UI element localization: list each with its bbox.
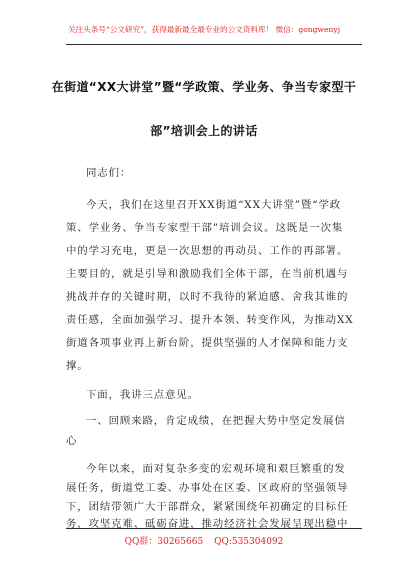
footer-divider: [66, 528, 362, 529]
section-heading-line-2: 心: [66, 435, 78, 447]
body-line: 下面，我讲三点意见。: [86, 389, 199, 401]
body-line: 中的学习充电，更是一次思想的再动员、工作的再部署。: [66, 245, 349, 257]
body-line: 策、学业务、争当专家型干部”培训会议。这既是一次集: [66, 222, 344, 234]
footer-contact: [0, 534, 408, 547]
body-line: 今年以来，面对复杂多变的宏观环境和艰巨繁重的发: [86, 463, 346, 475]
header-divider: [66, 44, 362, 45]
body-line: 下，团结带领广大干部群众，紧紧围绕年初确定的目标任: [66, 501, 349, 513]
body-line: 主要目的，就是引导和激励我们全体干部，在当前机遇与: [66, 268, 349, 280]
body-line: 展任务，街道党工委、办事处在区委、区政府的坚强领导: [66, 482, 349, 494]
body-line: 务，攻坚克难、砥砺奋进，推动经济社会发展呈现出稳中: [66, 518, 349, 530]
header-notice: 关注头条号“公文研究”，获得最新最全最专业的公文资料库！ 微信：gongwenyj: [67, 25, 341, 34]
footer-qq: QQ:535304092: [214, 537, 284, 547]
salutation: 同志们：: [86, 167, 132, 179]
body-line: 责任感，全面加强学习、提升本领、转变作风，为推动XX: [66, 314, 354, 326]
body-line: 撑。: [66, 360, 89, 372]
body-line: 今天，我们在这里召开XX街道“XX大讲堂”暨“学政: [86, 199, 342, 211]
document-title-line-1: 在街道“XX大讲堂”暨“学政策、学业务、争当专家型干: [51, 80, 357, 94]
document-title-line-2: 部”培训会上的讲话: [150, 124, 258, 138]
section-heading-line-1: 一、回顾来路，肯定成绩，在把握大势中坚定发展信: [86, 415, 346, 427]
body-line: 挑战并存的关键时期，以时不我待的紧迫感、舍我其谁的: [66, 291, 349, 303]
body-line: 街道各项事业再上新台阶，提供坚强的人才保障和能力支: [66, 337, 349, 349]
footer-qq-group: QQ群：30265665: [124, 537, 204, 547]
